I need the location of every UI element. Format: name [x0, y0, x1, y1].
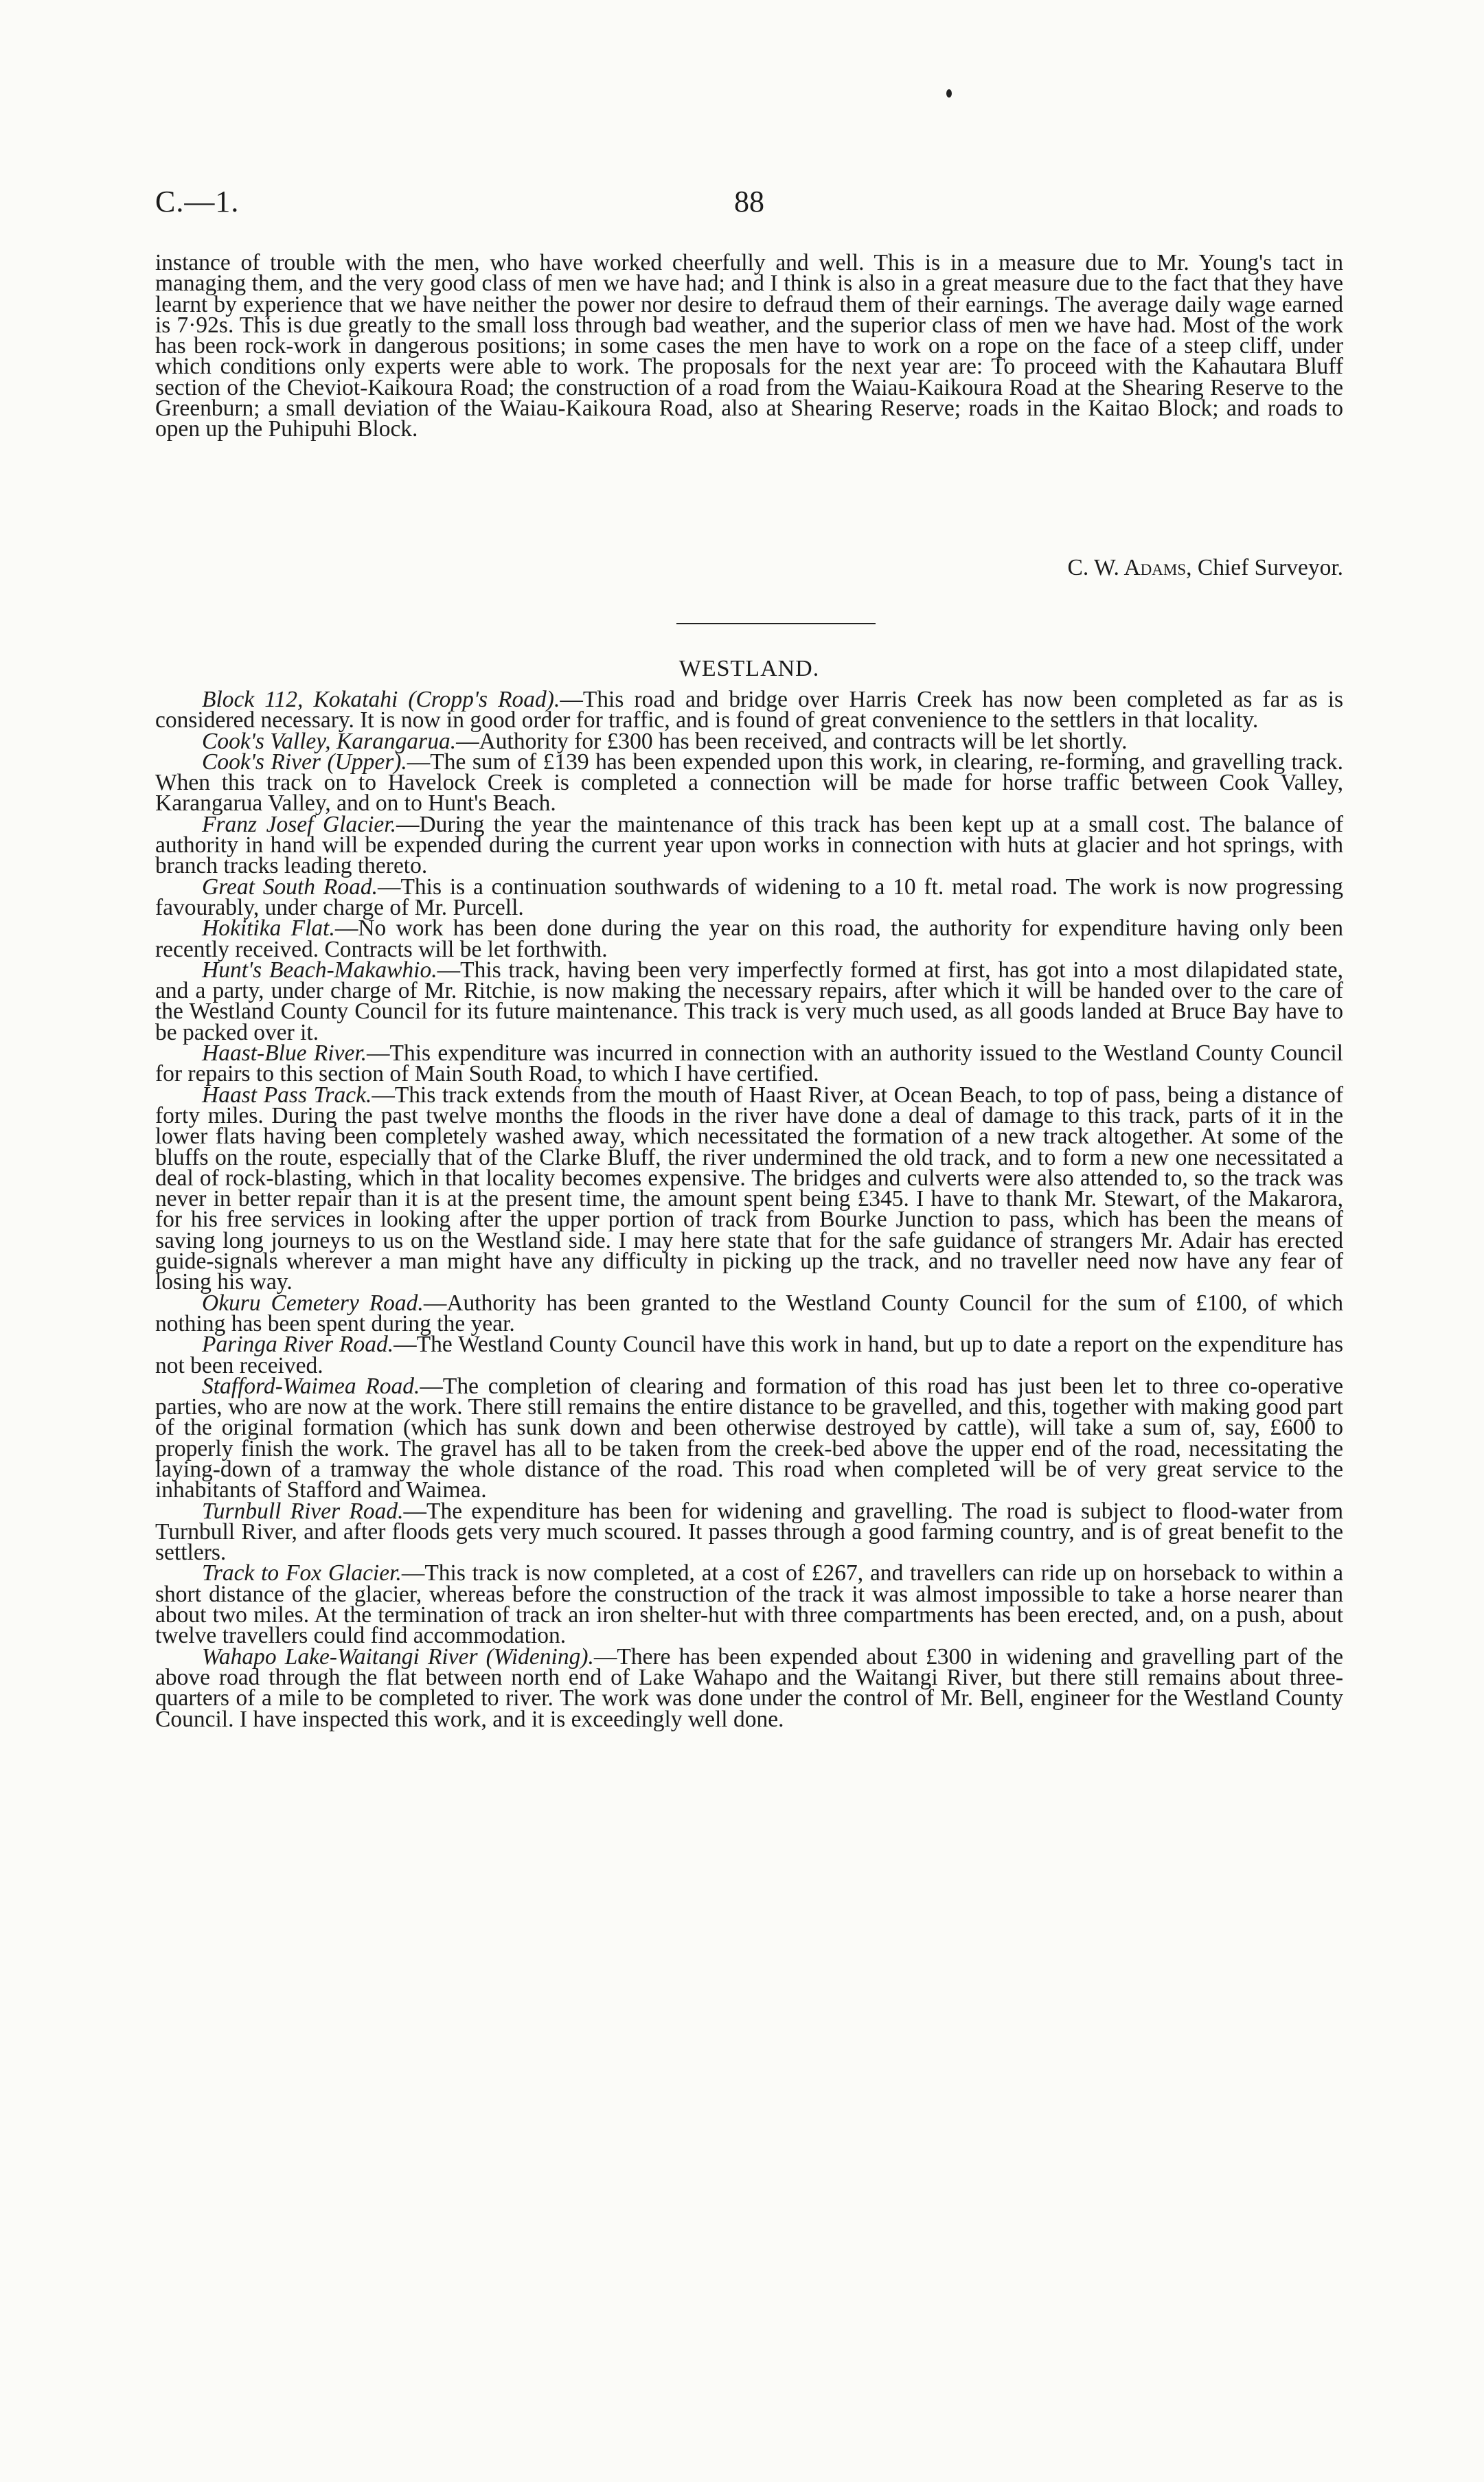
entry-text: —This is a continuation southwards of widening to a 10 ft. metal road. The work is now progressing favourably, under charge of Mr. Purcell.: [155, 874, 1344, 920]
intro-paragraph: [155, 250, 1343, 442]
page-header: [155, 184, 1343, 228]
entry-label: Cook's River (Upper).: [202, 749, 407, 775]
entry-paragraph: [155, 1498, 1343, 1566]
entry-label: Paringa River Road.: [202, 1332, 394, 1358]
entry-label: Wahapo Lake-Waitangi River (Widening).: [202, 1643, 594, 1670]
entry-text: —The sum of £139 has been expended upon this work, in clearing, re-forming, and gravelling track. When this track on to Havelock Creek is completed a connection will be made for horse traffic between Cook Valley, Karangarua Valley, and on to Hunt's Beach.: [155, 749, 1343, 817]
entry-text: —The completion of clearing and formation of this road has just been let to three co-operative parties, who are now at the work. There still remains the entire distance to be gravelled, and this, together with making good part of the original formation (which has sunk down and been otherwise destroyed by cattle), will take a sum of, say, £600 to properly finish the work. The gravel has all to be taken from the creek-bed above the upper end of the road, necessitating the laying-down of a tramway the whole distance of the road. This road when completed will be of very great service to the inhabitants of Stafford and Waimea.: [155, 1373, 1343, 1503]
westland-entries: [155, 687, 1344, 1732]
entry-paragraph: [155, 687, 1343, 733]
entry-paragraph: [155, 1334, 1343, 1376]
entry-label: Haast-Blue River.: [202, 1040, 367, 1067]
section-title: WESTLAND.: [678, 656, 820, 681]
entry-text: —The Westland County Council have this work in hand, but up to date a report on the expenditure has not been received.: [155, 1332, 1343, 1378]
entry-text: —Authority for £300 has been received, and contracts will be let shortly.: [456, 728, 1128, 754]
entry-label: Okuru Cemetery Road.: [202, 1290, 424, 1316]
entry-text: —This track, having been very imperfectly formed at first, has got into a most dilapidated state, and a party, under charge of Mr. Ritchie, is now making the necessary repairs, after which it will be handed over to the care of the Westland County Council for its future maintenance. This track is very much used, as all goods landed at Bruce Bay have to be packed over it.: [155, 957, 1344, 1045]
entry-paragraph: [155, 1040, 1343, 1087]
entry-paragraph: [155, 1643, 1343, 1732]
entry-text: —The expenditure has been for widening and gravelling. The road is subject to flood-water from Turnbull River, and after floods gets very much scoured. It passes through a good farming country, and is of great benefit to the settlers.: [155, 1498, 1343, 1566]
ink-speck: [946, 89, 952, 98]
entry-label: Hokitika Flat.: [202, 915, 335, 942]
entry-paragraph: [155, 1373, 1343, 1503]
intro-text: instance of trouble with the men, who have worked cheerfully and well. This is in a measure due to Mr. Young's tact in managing them, and the very good class of men we have had; and I think is also in a great measure due to the fact that they have learnt by experience that we have neither the power nor desire to defraud them of their earnings. The average daily wage earned is 7·92s. This is due greatly to the small loss through bad weather, and the superior class of men we have had. Most of the work has been rock-work in dangerous positions; in some cases the men have to work on a rope on the face of a steep cliff, under which conditions only experts were able to work. The proposals for the next year are: To proceed with the Kahautara Bluff section of the Cheviot-Kaikoura Road; the construction of a road from the Waiau-Kaikoura Road at the Shearing Reserve to the Greenburn; a small deviation of the Waiau-Kaikoura Road, also at Shearing Reserve; roads in the Kaitao Block; and roads to open up the Puhipuhi Block.: [155, 250, 1343, 442]
entry-paragraph: [155, 915, 1344, 962]
entry-label: Track to Fox Glacier.: [202, 1560, 402, 1586]
signature-title: , Chief Surveyor.: [1186, 555, 1343, 580]
entry-text: —This expenditure was incurred in connection with an authority issued to the Westland County Council for repairs to this section of Main South Road, to which I have certified.: [155, 1040, 1343, 1087]
signature: [155, 556, 1343, 580]
entry-paragraph: [155, 1290, 1343, 1336]
entry-text: —This track is now completed, at a cost of £267, and travellers can ride up on horseback to within a short distance of the glacier, whereas before the construction of the track it was almost impossible to take a horse nearer than about two miles. At the termination of track an iron shelter-hut with three compartments has been erected, and, on a push, about twelve travellers could find accommodation.: [155, 1560, 1343, 1649]
entry-label: Hunt's Beach-Makawhio.: [202, 957, 437, 983]
entry-label: Franz Josef Glacier.: [202, 811, 396, 837]
entry-paragraph: [155, 1560, 1343, 1649]
page-number: 88: [734, 185, 764, 218]
section-divider: [676, 623, 876, 624]
entry-label: Stafford-Waimea Road.: [202, 1373, 420, 1399]
entry-text: —This road and bridge over Harris Creek has now been completed as far as is considered necessary. It is now in good order for traffic, and is found of great convenience to the settlers in that locality.: [155, 687, 1343, 733]
entry-text: —There has been expended about £300 in widening and gravelling part of the above road through the flat between north end of Lake Wahapo and the Waitangi River, but there still remains about three-quarters of a mile to be completed to river. The work was done under the control of Mr. Bell, engineer for the Westland County Council. I have inspected this work, and it is exceedingly well done.: [155, 1643, 1343, 1732]
entry-paragraph: [155, 811, 1343, 879]
entry-label: Turnbull River Road.: [202, 1498, 404, 1524]
document-reference: C.—1.: [155, 185, 240, 218]
entry-text: —No work has been done during the year on this road, the authority for expenditure having only been recently received. Contracts will be let forthwith.: [155, 915, 1344, 962]
entry-label: Great South Road.: [202, 874, 378, 900]
entry-paragraph: [155, 1082, 1343, 1295]
entry-paragraph: [155, 749, 1343, 817]
entry-paragraph: [155, 957, 1344, 1045]
entry-text: —Authority has been granted to the Westland County Council for the sum of £100, of which nothing has been spent during the year.: [155, 1290, 1343, 1336]
entry-label: Cook's Valley, Karangarua.: [202, 728, 457, 754]
entry-paragraph: [155, 874, 1344, 920]
entry-text: —This track extends from the mouth of Haast River, at Ocean Beach, to top of pass, being a distance of forty miles. During the past twelve months the floods in the river have done a deal of damage to this track, parts of it in the lower flats having been completely washed away, which necessitated the formation of a new track altogether. At some of the bluffs on the route, especially that of the Clarke Bluff, the river undermined the old track, and to form a new one necessitated a deal of rock-blasting, which in that locality becomes expensive. The bridges and culverts were also attended to, so the track was never in better repair than it is at the present time, the amount spent being £345. I have to thank Mr. Stewart, of the Makarora, for his free services in looking after the upper portion of track from Bourke Junction to pass, which has been the means of saving long journeys to us on the Westland side. I may here state that for the safe guidance of strangers Mr. Adair has erected guide-signals wherever a man might have any difficulty in picking up the track, and no traveller need now have any fear of losing his way.: [155, 1082, 1343, 1295]
entry-label: Haast Pass Track.: [202, 1082, 372, 1108]
entry-label: Block 112, Kokatahi (Cropp's Road).: [202, 687, 560, 712]
entry-text: —During the year the maintenance of this track has been kept up at a small cost. The balance of authority in hand will be expended during the current year upon works in connection with huts at glacier and hot springs, with branch tracks leading thereto.: [155, 811, 1343, 879]
signature-name: C. W. Adams: [1067, 555, 1187, 580]
